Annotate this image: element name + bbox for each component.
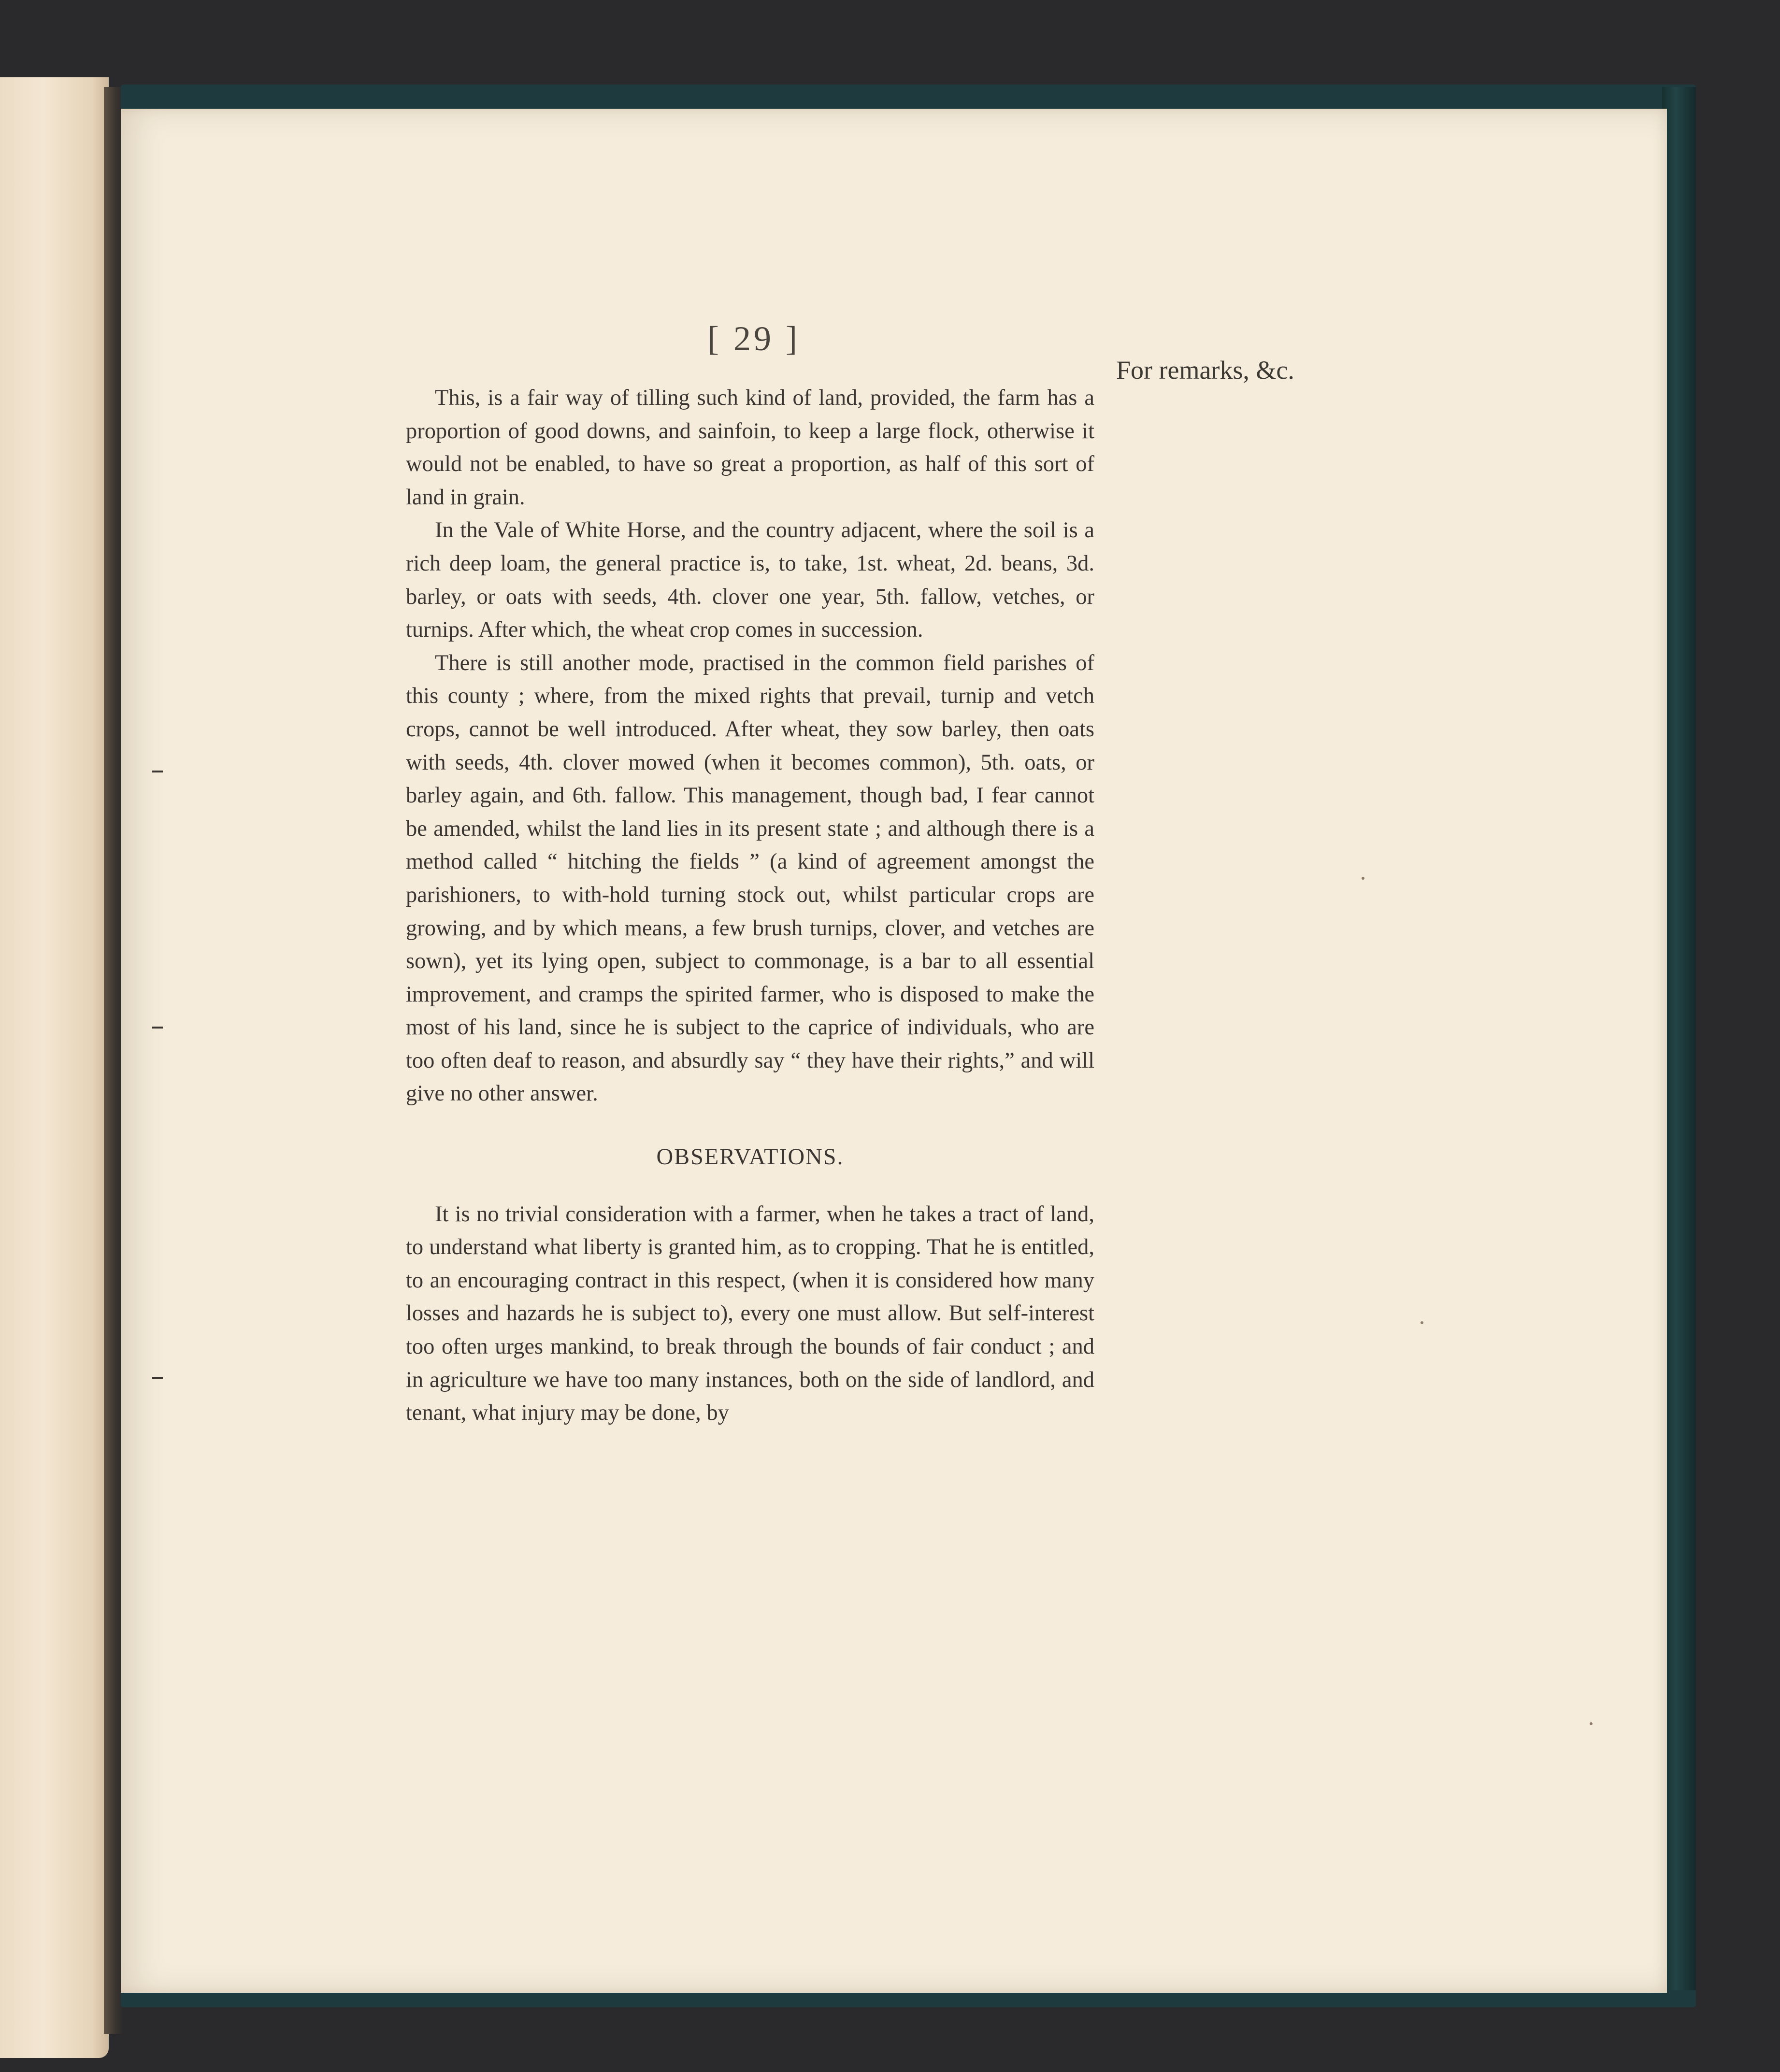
book-gutter bbox=[104, 87, 123, 2034]
paragraph: There is still another mode, practised in the common field parishes of this county ; where, from the mixed rights that prevail, turnip and vetch crops, cannot be well introduced. After wheat, they sow barley, then oats with seeds, 4th. clover mowed (when it becomes common), 5th. oats, or barley again, and 6th. fallow. This management, though bad, I fear cannot be amended, whilst the land lies in its present state ; and although there is a method called “ hitching the fields ” (a kind of agreement amongst the parishioners, to with-hold turning stock out, whilst particular crops are growing, and by which means, a few brush turnips, clover, and vetches are sown), yet its lying open, subject to commonage, is a bar to all essential improvement, and cramps the spirited farmer, who is disposed to make the most of his land, since he is subject to the caprice of individuals, who are too often deaf to reason, and absurdly say “ they have their rights,” and will give no other answer. bbox=[406, 650, 1094, 1106]
paragraph: This, is a fair way of tilling such kind of land, provided, the farm has a proportion of good downs, and sainfoin, to keep a large flock, otherwise it would not be enabled, to have so great a proportion, as half of this sort of land in grain. bbox=[406, 386, 1094, 510]
section-heading: OBSERVATIONS. bbox=[656, 1144, 844, 1170]
margin-tick-mark bbox=[152, 1377, 163, 1379]
paragraph: In the Vale of White Horse, and the country adjacent, where the soil is a rich deep loam, the general practice is, to take, 1st. wheat, 2d. beans, 3d. barley, or oats with seeds, 4th. clover one year, 5th. fallow, vetches, or turnips. After which, the wheat crop comes in succession. bbox=[406, 518, 1094, 643]
paragraph: It is no trivial consideration with a farmer, when he takes a tract of land, to understand what liberty is granted him, as to cropping. That he is entitled, to an encouraging contract in this respect, (when it is considered how many losses and hazards he is subject to), every one must allow. But self-interest too often urges mankind, to break through the bounds of fair conduct ; and in agriculture we have too many instances, both on the side of landlord, and tenant, what injury may be done, by bbox=[406, 1201, 1094, 1426]
paper-speck bbox=[1362, 877, 1364, 880]
margin-tick-mark bbox=[152, 771, 163, 772]
margin-tick-mark bbox=[152, 1027, 163, 1029]
facing-left-page bbox=[0, 77, 109, 2058]
paper-speck bbox=[1590, 1722, 1593, 1725]
page-number: [ 29 ] bbox=[707, 319, 800, 358]
paper-speck bbox=[1421, 1321, 1423, 1324]
book-cover-edge bbox=[1662, 87, 1696, 1990]
body-text bbox=[406, 382, 1094, 1430]
margin-note: For remarks, &c. bbox=[1116, 356, 1294, 385]
